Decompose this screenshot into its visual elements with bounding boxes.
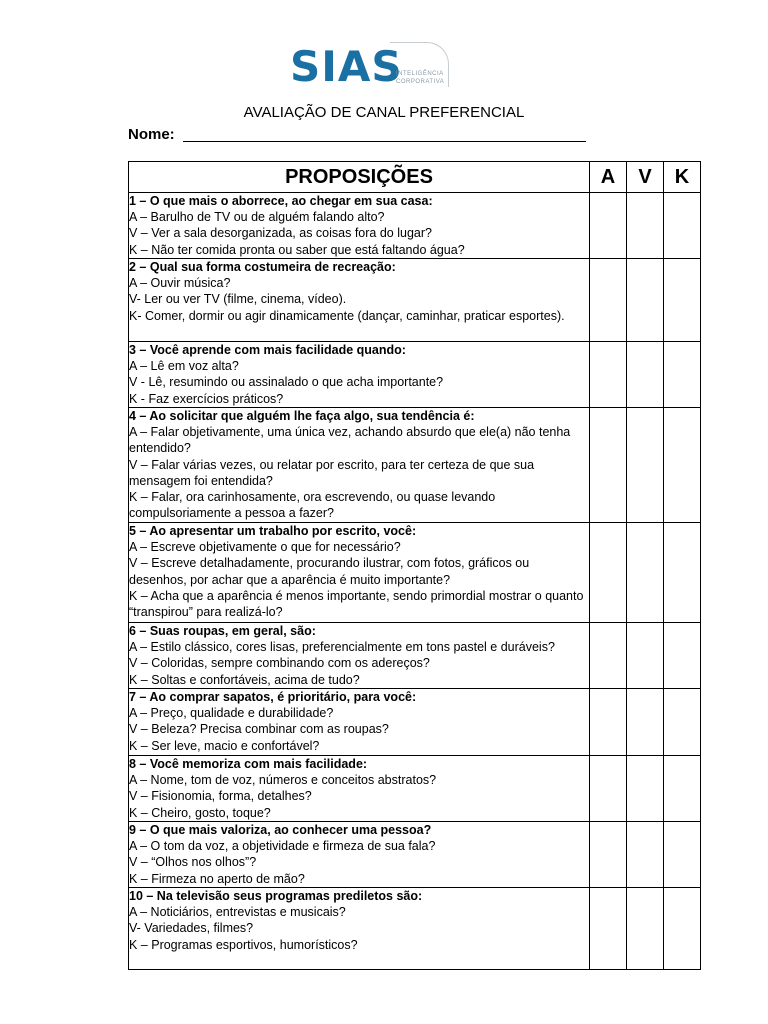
table-row: [129, 408, 701, 523]
table-row: [129, 689, 701, 756]
answer-cell-v[interactable]: [627, 259, 664, 342]
proposition-cell: [129, 523, 590, 623]
table-header-row: [129, 162, 701, 193]
proposition-cell: [129, 822, 590, 888]
logo-tagline-line1: INTELIGÊNCIA: [396, 71, 444, 77]
answer-cell-k[interactable]: [664, 523, 701, 623]
answer-cell-k[interactable]: [664, 623, 701, 689]
option-text: K – Não ter comida pronta ou saber que está faltando água?: [129, 242, 465, 257]
option-text: V – Ver a sala desorganizada, as coisas fora do lugar?: [129, 226, 432, 241]
option-text: A – Ouvir música?: [129, 276, 231, 291]
table-row: [129, 888, 701, 970]
question-text: 2 – Qual sua forma costumeira de recreação:: [129, 260, 396, 274]
option-text: V – Fisionomia, forma, detalhes?: [129, 789, 312, 804]
answer-cell-k[interactable]: [664, 408, 701, 523]
option-text: V – “Olhos nos olhos”?: [129, 855, 257, 870]
option-text: V- Variedades, filmes?: [129, 921, 254, 936]
option-text: A – Barulho de TV ou de alguém falando alto?: [129, 210, 385, 225]
answer-cell-a[interactable]: [590, 408, 627, 523]
option-text: K – Soltas e confortáveis, acima de tudo?: [129, 672, 360, 687]
question-text: 5 – Ao apresentar um trabalho por escrito, você:: [129, 524, 417, 538]
answer-cell-a[interactable]: [590, 822, 627, 888]
question-text: 3 – Você aprende com mais facilidade quando:: [129, 343, 406, 357]
option-text: V – Coloridas, sempre combinando com os adereços?: [129, 656, 430, 671]
answer-cell-k[interactable]: [664, 689, 701, 756]
option-text: A – Noticiários, entrevistas e musicais?: [129, 905, 346, 920]
proposition-cell: [129, 623, 590, 689]
table-row: [129, 822, 701, 888]
header-a: A: [590, 162, 627, 193]
option-text: A – O tom da voz, a objetividade e firmeza de sua fala?: [129, 839, 436, 854]
proposition-cell: [129, 342, 590, 408]
option-text: A – Estilo clássico, cores lisas, preferencialmente em tons pastel e duráveis?: [129, 640, 555, 655]
logo-wordmark: SIAS: [290, 42, 403, 91]
name-label: Nome:: [128, 126, 175, 143]
header-proposicoes: PROPOSIÇÕES: [129, 162, 590, 193]
question-text: 7 – Ao comprar sapatos, é prioritário, para você:: [129, 690, 417, 704]
answer-cell-k[interactable]: [664, 342, 701, 408]
answer-cell-k[interactable]: [664, 259, 701, 342]
proposition-cell: [129, 259, 590, 342]
table-row: [129, 259, 701, 342]
proposition-cell: [129, 408, 590, 523]
table-row: [129, 756, 701, 822]
header-k: K: [664, 162, 701, 193]
option-text: K – Programas esportivos, humorísticos?: [129, 937, 358, 952]
table-row: [129, 523, 701, 623]
question-text: 9 – O que mais valoriza, ao conhecer uma pessoa?: [129, 823, 432, 837]
option-text: A – Nome, tom de voz, números e conceitos abstratos?: [129, 773, 437, 788]
answer-cell-a[interactable]: [590, 259, 627, 342]
answer-cell-a[interactable]: [590, 523, 627, 623]
logo-tagline: [396, 70, 444, 86]
answer-cell-a[interactable]: [590, 689, 627, 756]
proposition-cell: [129, 888, 590, 970]
table-row: [129, 193, 701, 259]
proposition-cell: [129, 689, 590, 756]
question-text: 1 – O que mais o aborrece, ao chegar em sua casa:: [129, 194, 433, 208]
proposition-cell: [129, 193, 590, 259]
option-text: A – Lê em voz alta?: [129, 359, 239, 374]
question-text: 6 – Suas roupas, em geral, são:: [129, 624, 316, 638]
answer-cell-v[interactable]: [627, 193, 664, 259]
option-text: V – Escreve detalhadamente, procurando ilustrar, com fotos, gráficos ou desenhos, por achar que a aparência é muito importante?: [129, 556, 530, 587]
option-text: V – Beleza? Precisa combinar com as roupas?: [129, 722, 389, 737]
option-text: K – Falar, ora carinhosamente, ora escrevendo, ou quase levando compulsoriamente a pessoa a fazer?: [129, 490, 496, 521]
header-v: V: [627, 162, 664, 193]
answer-cell-v[interactable]: [627, 689, 664, 756]
answer-cell-a[interactable]: [590, 888, 627, 970]
option-text: K- Comer, dormir ou agir dinamicamente (dançar, caminhar, praticar esportes).: [129, 308, 565, 323]
document-title: AVALIAÇÃO DE CANAL PREFERENCIAL: [243, 104, 525, 121]
question-text: 10 – Na televisão seus programas prediletos são:: [129, 889, 423, 903]
answer-cell-v[interactable]: [627, 888, 664, 970]
proposition-cell: [129, 756, 590, 822]
answer-cell-a[interactable]: [590, 756, 627, 822]
answer-cell-v[interactable]: [627, 342, 664, 408]
answer-cell-a[interactable]: [590, 623, 627, 689]
question-text: 8 – Você memoriza com mais facilidade:: [129, 757, 368, 771]
option-text: K – Ser leve, macio e confortável?: [129, 738, 320, 753]
option-text: K - Faz exercícios práticos?: [129, 391, 284, 406]
option-text: A – Escreve objetivamente o que for necessário?: [129, 540, 401, 555]
option-text: A – Falar objetivamente, uma única vez, achando absurdo que ele(a) não tenha entendido?: [129, 425, 571, 456]
option-text: V - Lê, resumindo ou assinalado o que acha importante?: [129, 375, 444, 390]
answer-cell-k[interactable]: [664, 193, 701, 259]
answer-cell-v[interactable]: [627, 756, 664, 822]
option-text: V – Falar várias vezes, ou relatar por escrito, para ter certeza de que sua mensagem foi entendida?: [129, 457, 535, 488]
sias-logo: [290, 40, 460, 95]
name-input-line[interactable]: [183, 141, 586, 142]
table-row: [129, 342, 701, 408]
option-text: K – Acha que a aparência é menos importante, sendo primordial mostrar o quanto “transpirou” para realizá-lo?: [129, 588, 584, 620]
answer-cell-k[interactable]: [664, 888, 701, 970]
option-text: K – Cheiro, gosto, toque?: [129, 805, 271, 820]
answer-cell-a[interactable]: [590, 342, 627, 408]
option-text: K – Firmeza no aperto de mão?: [129, 871, 305, 886]
answer-cell-a[interactable]: [590, 193, 627, 259]
answer-cell-v[interactable]: [627, 408, 664, 523]
questionnaire-table: [128, 161, 701, 970]
answer-cell-v[interactable]: [627, 623, 664, 689]
answer-cell-v[interactable]: [627, 523, 664, 623]
answer-cell-v[interactable]: [627, 822, 664, 888]
logo-tagline-line2: CORPORATIVA: [396, 79, 445, 85]
option-text: V- Ler ou ver TV (filme, cinema, vídeo).: [129, 292, 347, 307]
answer-cell-k[interactable]: [664, 756, 701, 822]
question-text: 4 – Ao solicitar que alguém lhe faça algo, sua tendência é:: [129, 409, 475, 423]
answer-cell-k[interactable]: [664, 822, 701, 888]
table-row: [129, 623, 701, 689]
option-text: A – Preço, qualidade e durabilidade?: [129, 706, 334, 721]
